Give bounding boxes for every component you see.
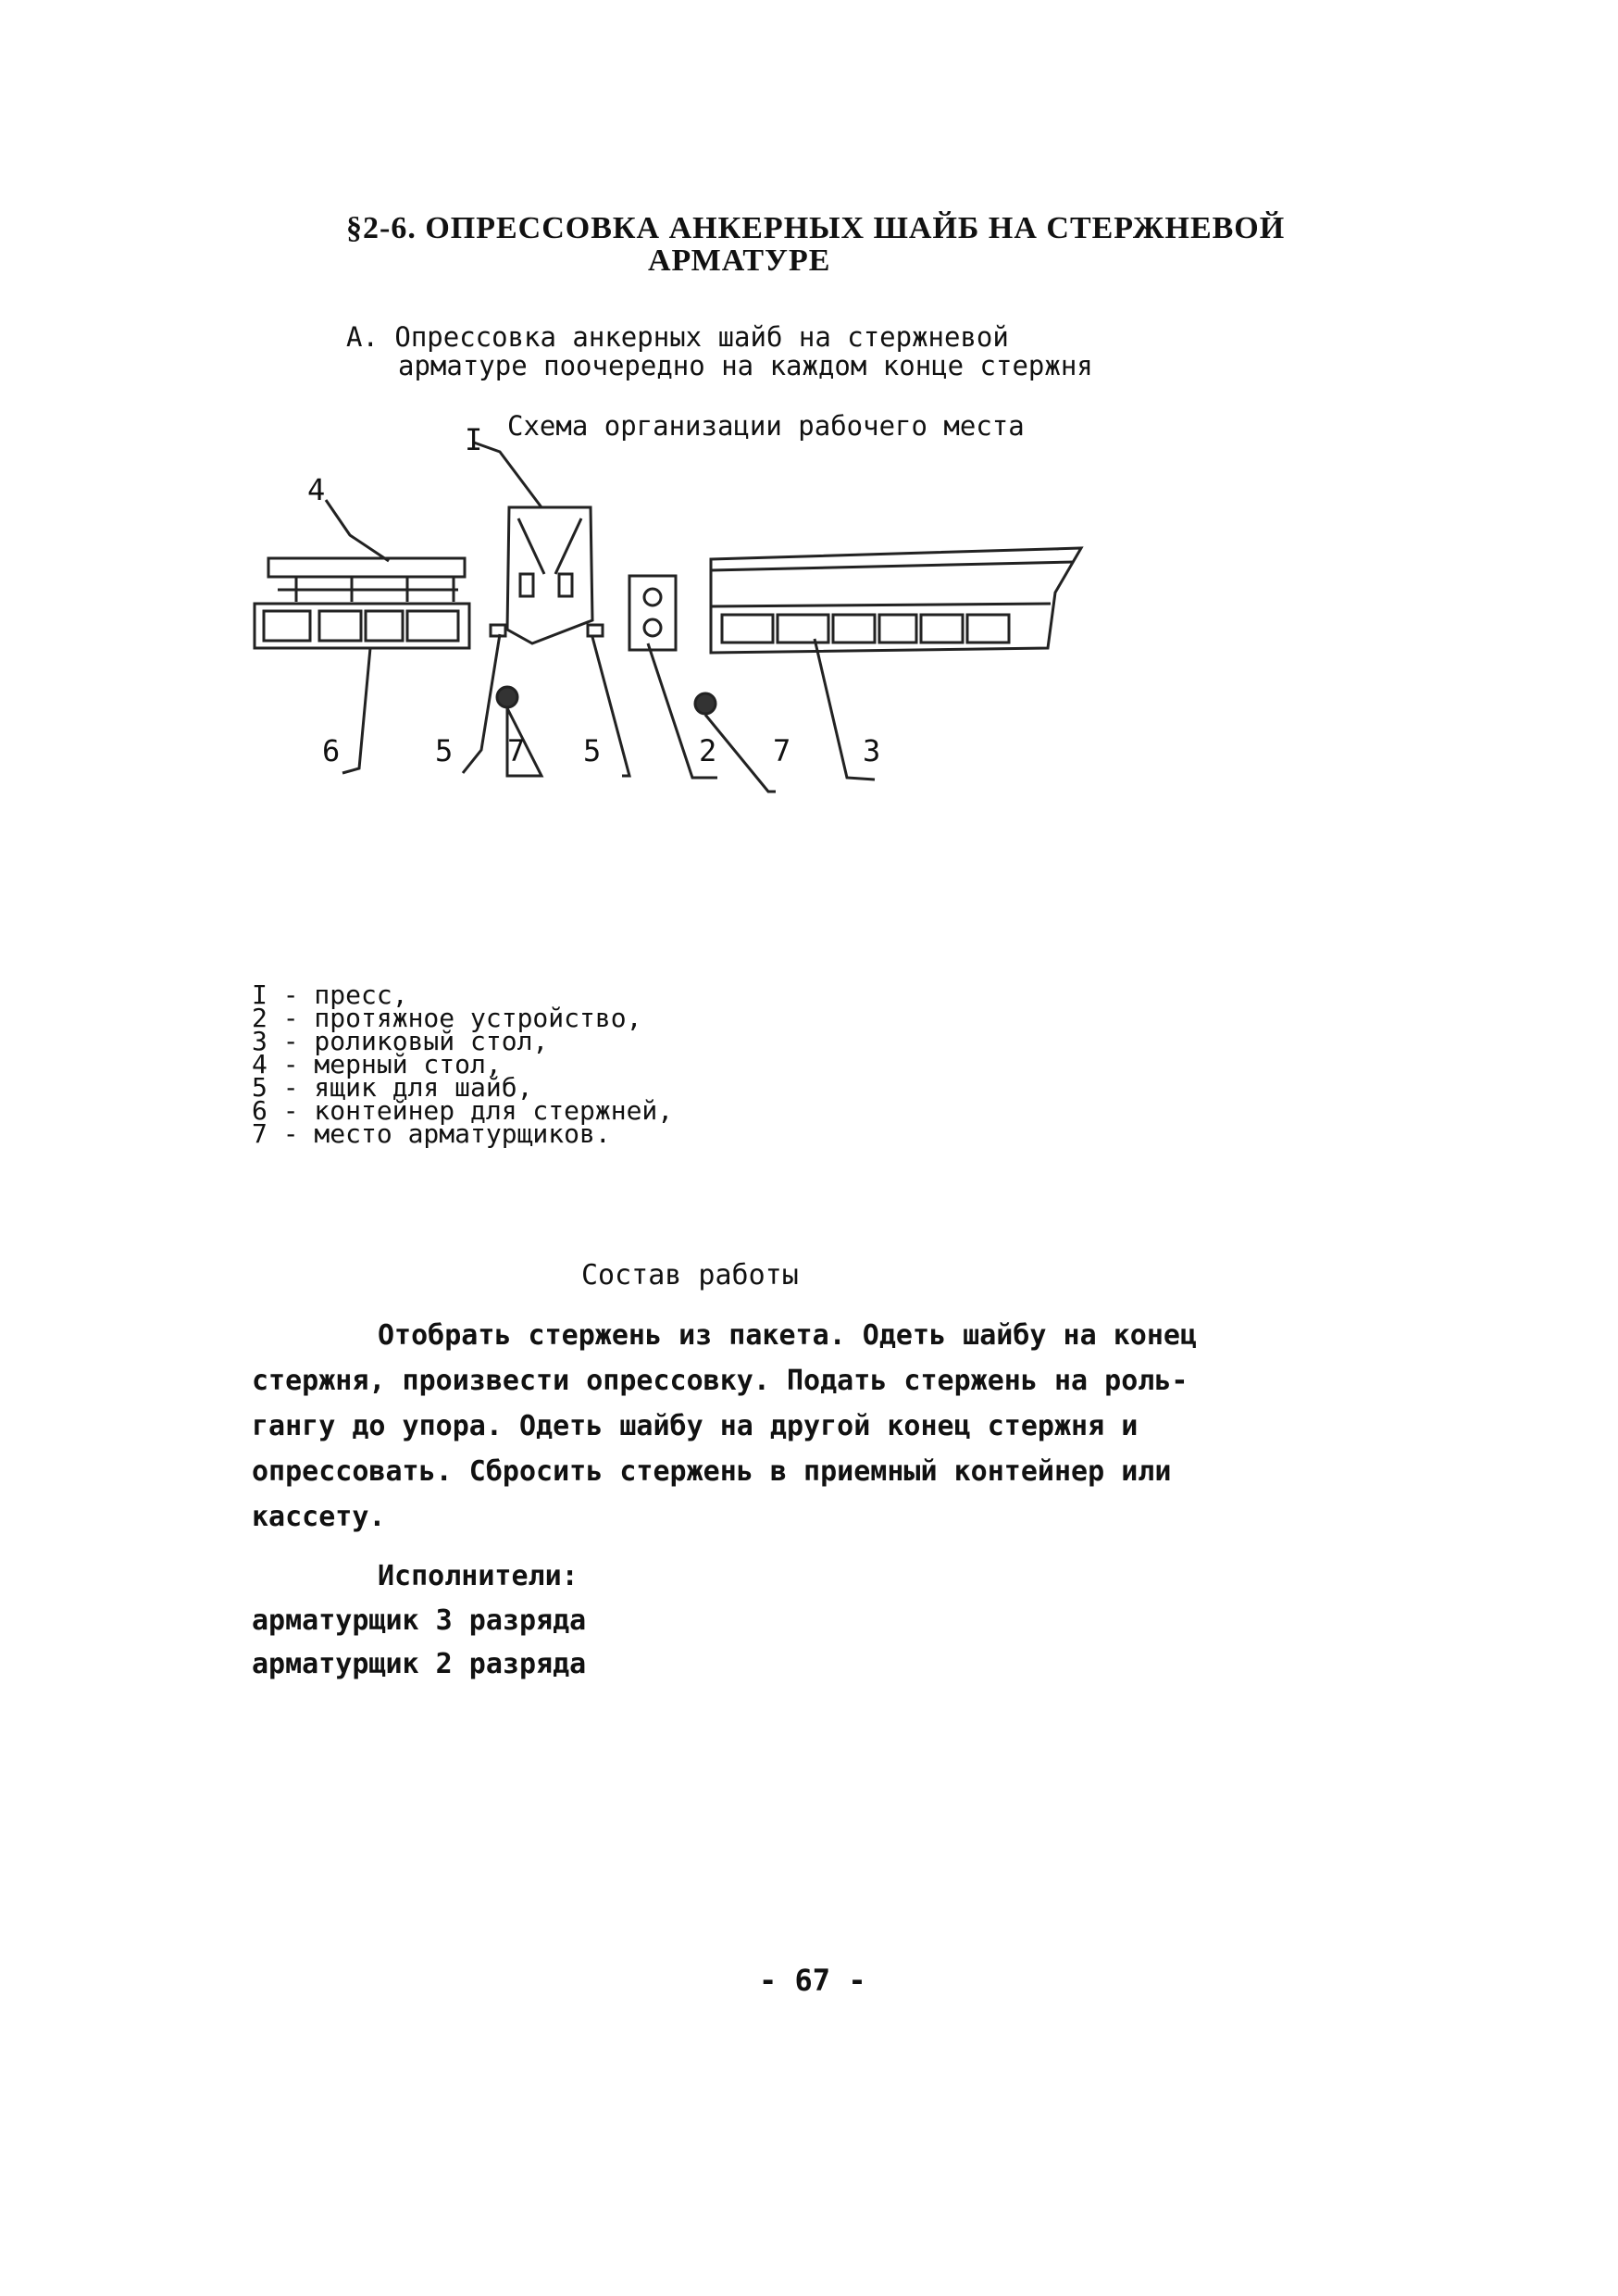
legend-item: 6 - контейнер для стержней, (252, 1095, 674, 1126)
legend-item: I - пресс, (252, 980, 408, 1010)
executors-label: Исполнители: (378, 1560, 579, 1592)
measuring-table-top (268, 558, 465, 577)
label-3: 3 (863, 733, 881, 768)
worker-grade-2: арматурщик 2 разряда (252, 1648, 587, 1680)
label-6: 6 (322, 733, 341, 768)
worker-place-2 (695, 693, 716, 714)
paragraph-line: гангу до упора. Одеть шайбу на другой конец стержня и (252, 1410, 1139, 1442)
legend (252, 980, 674, 1149)
pulling-device (629, 576, 676, 650)
label-4: 4 (307, 472, 326, 507)
legend-item: 2 - протяжное устройство, (252, 1003, 642, 1033)
label-7-right: 7 (773, 733, 791, 768)
worker-grade-3: арматурщик 3 разряда (252, 1604, 587, 1637)
legend-item: 4 - мерный стол, (252, 1049, 502, 1079)
section-title: §2-6. ОПРЕССОВКА АНКЕРНЫХ ШАЙБ НА СТЕРЖНЕВОЙ (346, 211, 1286, 245)
washer-box-left (491, 625, 505, 636)
section-title-cont: АРМАТУРЕ (648, 243, 831, 278)
worker-place-1 (497, 687, 517, 707)
work-description (252, 1313, 1288, 1540)
label-2: 2 (699, 733, 717, 768)
subsection-a-line1: А. Опрессовка анкерных шайб на стержневой (346, 321, 1009, 353)
paragraph-line: Отобрать стержень из пакета. Одеть шайбу на конец (378, 1319, 1198, 1352)
label-7-left: 7 (507, 733, 526, 768)
work-heading: Состав работы (581, 1259, 799, 1292)
subsection-a-line2: арматуре поочередно на каждом конце стержня (398, 350, 1093, 381)
label-5-right: 5 (583, 733, 602, 768)
legend-item: 3 - роликовый стол, (252, 1026, 549, 1056)
legend-item: 5 - ящик для шайб, (252, 1072, 533, 1103)
label-1: I (465, 422, 483, 457)
paragraph-line: опрессовать. Сбросить стержень в приемный контейнер или (252, 1455, 1172, 1488)
paragraph-line: стержня, произвести опрессовку. Подать стержень на роль- (252, 1365, 1189, 1397)
washer-box-right (588, 625, 603, 636)
scheme-caption: Схема организации рабочего места (507, 410, 1025, 442)
legend-item: 7 - место арматурщиков. (252, 1118, 611, 1149)
paragraph-line: кассету. (252, 1501, 386, 1533)
page-number: - 67 - (759, 1963, 866, 1998)
label-5-left: 5 (435, 733, 454, 768)
